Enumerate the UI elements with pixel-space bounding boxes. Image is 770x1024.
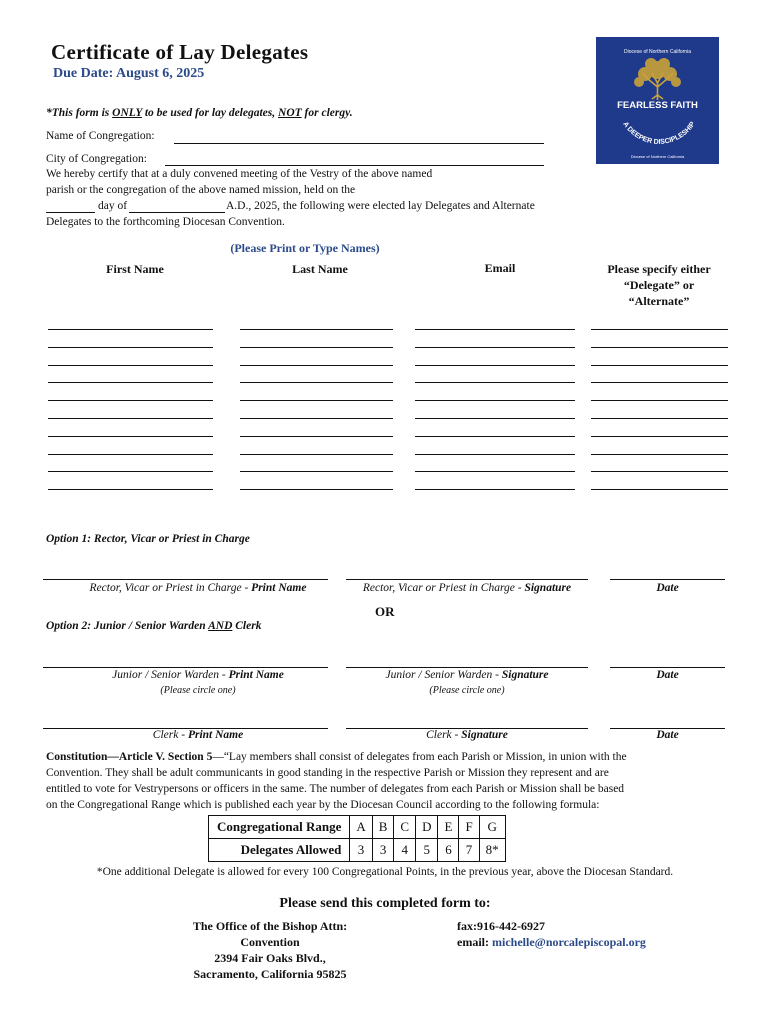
clerk-signature-label: Clerk - Signature: [426, 729, 508, 741]
clerk-date-label: Date: [656, 729, 679, 741]
delegates-row: [209, 839, 506, 862]
mailing-address: The Office of the Bishop Attn: Convention 2394 Fair Oaks Blvd., Sacramento, California 95825: [192, 919, 348, 981]
last-name-field[interactable]: [240, 471, 393, 472]
rector-signature-field[interactable]: [346, 579, 588, 580]
last-name-field[interactable]: [240, 436, 393, 437]
or-text: OR: [375, 604, 395, 619]
logo-main-text: FEARLESS FAITH: [617, 100, 698, 111]
city-label: City of Congregation:: [46, 153, 147, 165]
email-field[interactable]: [415, 471, 575, 472]
range-cell: C: [394, 816, 416, 839]
email-field[interactable]: [415, 400, 575, 401]
delegates-cell: 6: [438, 839, 459, 862]
clerk-print-label: Clerk - Print Name: [152, 729, 244, 741]
range-cell: D: [416, 816, 438, 839]
delegate-type-field[interactable]: [591, 471, 728, 472]
last-name-field[interactable]: [240, 347, 393, 348]
option1-heading: Option 1: Rector, Vicar or Priest in Charge: [46, 533, 250, 545]
contact-info: fax:916-442-6927 email: michelle@norcalepiscopal.org: [457, 919, 646, 949]
logo-arc-text: A DEEPER DISCIPLESHIP: [621, 120, 697, 146]
city-field[interactable]: [165, 165, 544, 166]
last-name-field[interactable]: [240, 489, 393, 490]
warden-sig-circle-note: (Please circle one): [429, 685, 505, 696]
range-label: Congregational Range: [209, 816, 350, 839]
logo-graphic: [596, 37, 719, 164]
last-name-field[interactable]: [240, 454, 393, 455]
warden-print-label: Junior / Senior Warden - Print Name: [112, 669, 284, 681]
last-name-field[interactable]: [240, 382, 393, 383]
footnote: *One additional Delegate is allowed for every 100 Congregational Points, in the previous year, above the Diocesan Standard.: [96, 866, 674, 878]
delegate-type-field[interactable]: [591, 400, 728, 401]
email-field[interactable]: [415, 418, 575, 419]
first-name-field[interactable]: [48, 471, 213, 472]
range-cell: A: [350, 816, 372, 839]
delegates-cell: 4: [394, 839, 416, 862]
first-name-field[interactable]: [48, 489, 213, 490]
delegates-cell: 3: [372, 839, 394, 862]
certify-line-1: We hereby certify that at a duly convened meeting of the Vestry of the above named: [46, 168, 433, 180]
rector-date-label: Date: [656, 582, 679, 594]
logo-top-text: Diocese of Northern California: [624, 49, 691, 55]
first-name-field[interactable]: [48, 329, 213, 330]
delegates-cell: 7: [459, 839, 479, 862]
option2-heading: Option 2: Junior / Senior Warden AND Clerk: [46, 620, 262, 632]
clergy-notice: *This form is ONLY to be used for lay delegates, NOT for clergy.: [46, 107, 353, 119]
email-field[interactable]: [415, 329, 575, 330]
col-specify: Please specify either “Delegate” or “Alternate”: [607, 262, 711, 308]
warden-date-field[interactable]: [610, 667, 725, 668]
delegate-type-field[interactable]: [591, 454, 728, 455]
print-note: (Please Print or Type Names): [230, 241, 380, 255]
last-name-field[interactable]: [240, 329, 393, 330]
congregation-label: Name of Congregation:: [46, 130, 155, 142]
warden-date-label: Date: [656, 669, 679, 681]
certify-line-2: parish or the congregation of the above named mission, held on the: [46, 184, 356, 196]
email-field[interactable]: [415, 489, 575, 490]
first-name-field[interactable]: [48, 347, 213, 348]
email-field[interactable]: [415, 365, 575, 366]
delegates-label: Delegates Allowed: [209, 839, 350, 862]
warden-print-field[interactable]: [43, 667, 328, 668]
congregational-range-table: [208, 815, 506, 862]
delegates-cell: 5: [416, 839, 438, 862]
rector-print-label: Rector, Vicar or Priest in Charge - Print Name: [89, 582, 307, 594]
delegate-type-field[interactable]: [591, 365, 728, 366]
delegate-type-field[interactable]: [591, 418, 728, 419]
last-name-field[interactable]: [240, 365, 393, 366]
page-title: Certificate of Lay Delegates: [51, 40, 309, 64]
svg-text:A DEEPER DISCIPLESHIP: [621, 121, 697, 146]
range-cell: G: [479, 816, 505, 839]
first-name-field[interactable]: [48, 365, 213, 366]
delegate-type-field[interactable]: [591, 436, 728, 437]
fearless-faith-logo: [596, 37, 719, 164]
send-heading: Please send this completed form to:: [279, 896, 491, 911]
delegate-type-field[interactable]: [591, 329, 728, 330]
delegates-cell: 3: [350, 839, 372, 862]
congregation-field[interactable]: [174, 143, 544, 144]
warden-signature-field[interactable]: [346, 667, 588, 668]
fax: fax:916-442-6927: [457, 919, 545, 933]
email-link[interactable]: michelle@norcalepiscopal.org: [492, 935, 646, 949]
warden-circle-note: (Please circle one): [160, 685, 236, 696]
email-field[interactable]: [415, 347, 575, 348]
rector-signature-label: Rector, Vicar or Priest in Charge - Signature: [362, 582, 572, 594]
first-name-field[interactable]: [48, 454, 213, 455]
delegate-type-field[interactable]: [591, 489, 728, 490]
logo-bottom-text: Diocese of Northern California: [630, 154, 685, 159]
first-name-field[interactable]: [48, 400, 213, 401]
range-cell: F: [459, 816, 479, 839]
range-row: [209, 816, 506, 839]
rector-date-field[interactable]: [610, 579, 725, 580]
first-name-field[interactable]: [48, 418, 213, 419]
col-last-name: Last Name: [292, 262, 348, 276]
email-field[interactable]: [415, 436, 575, 437]
email-field[interactable]: [415, 382, 575, 383]
certify-line-3: A.D., 2025, the following were elected lay Delegates and Alternate: [226, 200, 535, 212]
delegate-type-field[interactable]: [591, 347, 728, 348]
delegate-type-field[interactable]: [591, 382, 728, 383]
last-name-field[interactable]: [240, 418, 393, 419]
day-of-label: day of: [98, 200, 128, 212]
delegates-cell: 8*: [479, 839, 505, 862]
day-field[interactable]: [46, 212, 95, 213]
constitution-text: Constitution—Article V. Section 5—“Lay members shall consist of delegates from each Parish or Mission, in union with the Convention. They shall be adult communicants in good standing in the respective Parish or Mission they represent and are entitled to vote for Vestrypersons or officers in the same. The number of delegates from each Parish or Mission shall be based on the Congregational Range which is published each year by the Diocesan Council according to the following formula:: [46, 751, 627, 811]
first-name-field[interactable]: [48, 436, 213, 437]
month-field[interactable]: [129, 212, 225, 213]
range-cell: B: [372, 816, 394, 839]
last-name-field[interactable]: [240, 400, 393, 401]
email-field[interactable]: [415, 454, 575, 455]
col-first-name: First Name: [106, 262, 164, 276]
warden-signature-label: Junior / Senior Warden - Signature: [385, 669, 549, 681]
certify-line-4: Delegates to the forthcoming Diocesan Convention.: [46, 216, 285, 228]
col-email: Email: [484, 261, 516, 275]
rector-print-field[interactable]: [43, 579, 328, 580]
range-cell: E: [438, 816, 459, 839]
first-name-field[interactable]: [48, 382, 213, 383]
due-date: Due Date: August 6, 2025: [53, 66, 205, 81]
